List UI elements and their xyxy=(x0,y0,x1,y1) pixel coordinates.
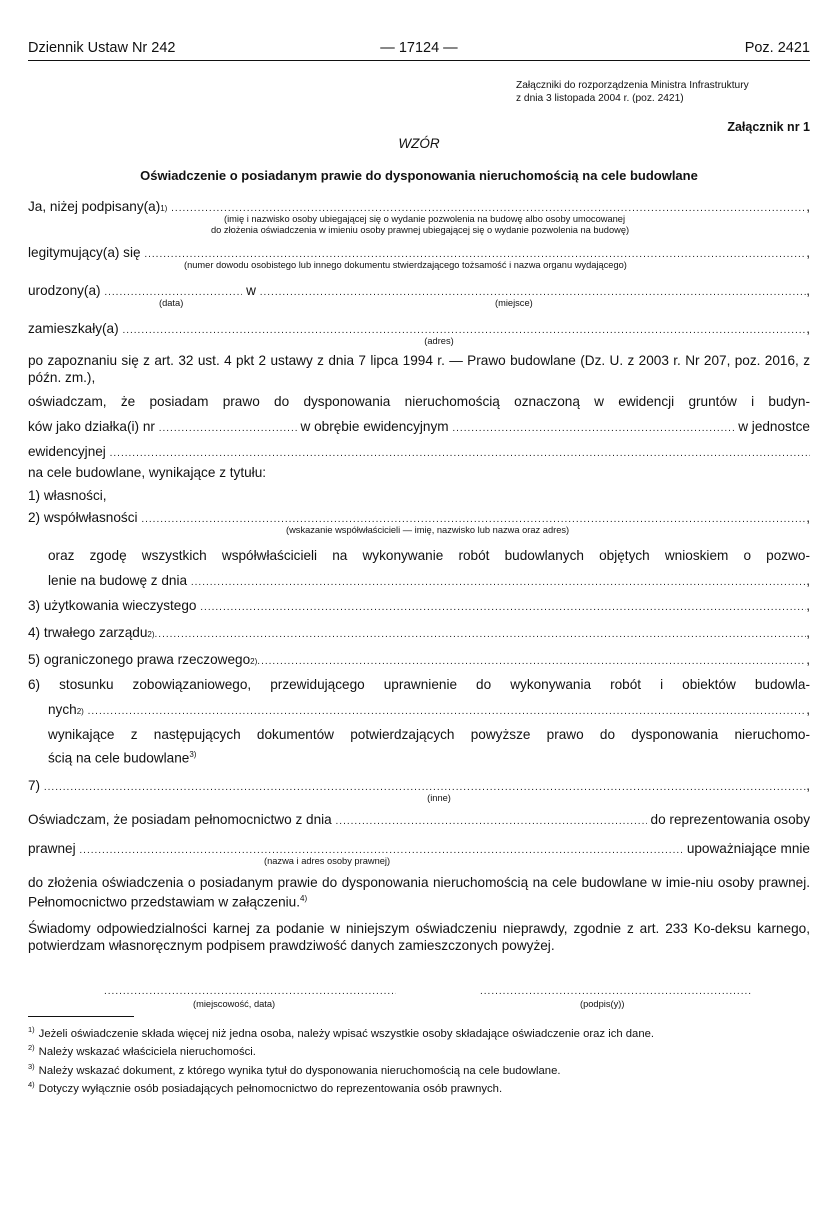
precinct-label: w obrębie ewidencyjnym xyxy=(300,419,449,434)
documents-line-2-text: ścią na cele budowlane xyxy=(48,750,190,766)
item-7-label: 7) xyxy=(28,777,41,793)
purpose-text: na cele budowlane, wynikające z tytułu: xyxy=(28,465,267,480)
footnote-ref-1: 1) xyxy=(160,204,168,213)
annex-label: Załącznik nr 1 xyxy=(727,120,810,134)
residence-row: zamieszkały(a) ..... , xyxy=(28,321,810,336)
footnote-1 xyxy=(28,1023,810,1041)
footnote-mark: 2) xyxy=(28,1043,35,1053)
id-hint: (numer dowodu osobistego lub innego dokumentu stwierdzającego tożsamość i nazwa organu wydającego) xyxy=(184,260,627,270)
signer-hint-1: (imię i nazwisko osoby ubiegającej się o wydanie pozwolenia na budowę albo osoby umocowanej xyxy=(224,214,626,224)
entity-label: prawnej xyxy=(28,840,76,856)
birth-row: urodzony(a) ..... w ..... , xyxy=(28,283,810,298)
birth-place-field[interactable] xyxy=(260,287,807,298)
permanent-management-field[interactable] xyxy=(155,629,807,640)
attachments-note-line2: z dnia 3 listopada 2004 r. (poz. 2421) xyxy=(516,93,684,104)
signer-label: Ja, niżej podpisany(a) xyxy=(28,199,161,214)
signer-row: Ja, niżej podpisany(a) 1) ..... , xyxy=(28,199,810,214)
liability-statement: Świadomy odpowiedzialności karnej za podanie w niniejszym oświadczeniu nieprawdy, zgodnie z art. 233 Ko-deksu karnego, potwierdzam własnoręcznym podpisem prawdziwość danych zamieszczonych powyżej. xyxy=(28,921,810,953)
footnote-mark: 4) xyxy=(28,1079,35,1089)
item-4-label: 4) trwałego zarządu xyxy=(28,625,148,640)
template-label: WZÓR xyxy=(398,136,440,151)
birth-in-label: w xyxy=(246,283,256,298)
plot-number-field[interactable] xyxy=(159,423,297,434)
proxy-text-body: do złożenia oświadczenia o posiadanym prawie do dysponowania nieruchomością na cele budowlane w imie-niu osoby prawnej. Pełnomocnictwo przedstawiam w załączeniu. xyxy=(28,874,810,910)
item-4-row: 4) trwałego zarządu 2) ..... , xyxy=(28,625,810,640)
residence-field[interactable] xyxy=(122,325,806,336)
item-6-continuation: nych xyxy=(48,702,77,717)
signature-hint: (podpis(y)) xyxy=(580,999,625,1010)
co-ownership-field[interactable] xyxy=(141,514,806,525)
footnote-text: Dotyczy wyłącznie osób posiadających pełnomocnictwo do reprezentowania osób prawnych. xyxy=(38,1082,503,1095)
address-hint: (adres) xyxy=(424,336,454,346)
perpetual-usufruct-field[interactable] xyxy=(200,602,806,613)
place-date-field[interactable] xyxy=(104,986,396,997)
item-5-row: 5) ograniczonego prawa rzeczowego 2) ..... , xyxy=(28,652,810,667)
footnote-text: Jeżeli oświadczenie składa więcej niż jedna osoba, należy wpisać wszystkie osoby składające oświadczenie oraz ich dane. xyxy=(38,1027,655,1040)
footnote-ref-3: 3) xyxy=(189,750,197,759)
plot-label: ków jako działka(i) nr xyxy=(28,419,155,434)
item-3-row: 3) użytkowania wieczystego ..... , xyxy=(28,598,810,613)
attachments-note-line1: Załączniki do rozporządzenia Ministra Infrastruktury xyxy=(516,80,749,91)
signature-area xyxy=(28,986,810,1020)
entity-field[interactable] xyxy=(79,845,683,856)
plot-row xyxy=(28,419,810,434)
legal-basis: po zapoznaniu się z art. 32 ust. 4 pkt 2 ustawy z dnia 7 lipca 1994 r. — Prawo budowlane (Dz. U. z 2003 r. Nr 207, poz. 2016, z późn. zm.), xyxy=(28,353,810,385)
footnote-mark: 3) xyxy=(28,1061,35,1071)
other-field[interactable] xyxy=(44,782,806,793)
proxy-label: Oświadczam, że posiadam pełnomocnictwo z dnia xyxy=(28,811,332,827)
unit-label: w jednostce xyxy=(738,419,810,434)
footnote-mark: 1) xyxy=(28,1025,35,1035)
declaration-line: oświadczam, że posiadam prawo do dysponowania nieruchomością oznaczoną w ewidencji gruntów i budyn- xyxy=(28,394,810,409)
place-hint: (miejsce) xyxy=(495,298,533,308)
signature-field[interactable] xyxy=(480,986,752,997)
proxy-text xyxy=(28,875,810,912)
item-6-row: nych 2) ..... , xyxy=(48,702,810,717)
item-7-row: 7) ..... , xyxy=(28,778,810,793)
item-6: 6) stosunku zobowiązaniowego, przewidującego uprawnienie do wykonywania robót i obiektów budowla- xyxy=(28,677,810,692)
proxy-date-field[interactable] xyxy=(336,816,647,827)
id-field[interactable] xyxy=(144,249,806,260)
position-number: Poz. 2421 xyxy=(744,40,810,56)
birth-label: urodzony(a) xyxy=(28,283,101,298)
other-hint: (inne) xyxy=(427,792,451,803)
footnote-3 xyxy=(28,1060,810,1078)
footnote-ref-4: 4) xyxy=(300,894,308,904)
signer-field[interactable] xyxy=(171,203,806,214)
documents-line-2 xyxy=(48,750,810,766)
footnote-text: Należy wskazać właściciela nieruchomości. xyxy=(38,1046,256,1059)
footnotes xyxy=(28,1023,810,1096)
footnote-text: Należy wskazać dokument, z którego wynika tytuł do dysponowania nieruchomością na cele budowlane. xyxy=(38,1064,561,1077)
signer-hint-2: do złożenia oświadczenia w imieniu osoby prawnej ubiegającej się o wydanie pozwolenia na budowę) xyxy=(211,225,630,235)
birth-hints xyxy=(28,298,810,309)
unit-field[interactable] xyxy=(110,448,810,459)
authorizing-label: upoważniające mnie xyxy=(686,840,810,856)
consent-row: lenie na budowę z dnia ..... , xyxy=(48,573,810,588)
entity-row xyxy=(28,841,810,856)
document-page xyxy=(28,38,810,1096)
footnote-ref-2b: 2) xyxy=(250,657,258,666)
precinct-field[interactable] xyxy=(452,423,734,434)
footnote-4 xyxy=(28,1078,810,1096)
id-label: legitymujący(a) się xyxy=(28,245,141,260)
obligation-field[interactable] xyxy=(88,706,807,717)
birth-date-field[interactable] xyxy=(104,287,242,298)
item-2-label: 2) współwłasności xyxy=(28,510,138,525)
attachments-note xyxy=(516,79,810,105)
page-header xyxy=(28,38,810,61)
page-number: — 17124 — xyxy=(380,40,458,56)
document-title: Oświadczenie o posiadanym prawie do dysponowania nieruchomością na cele budowlane xyxy=(140,168,698,183)
item-5-label: 5) ograniczonego prawa rzeczowego xyxy=(28,652,251,667)
id-row: legitymujący(a) się ..... , xyxy=(28,245,810,260)
footnote-ref-2a: 2) xyxy=(147,630,155,639)
journal-name: Dziennik Ustaw Nr 242 xyxy=(28,40,176,56)
item-3-label: 3) użytkowania wieczystego xyxy=(28,598,197,613)
consent-date-field[interactable] xyxy=(191,577,806,588)
item-1: 1) własności, xyxy=(28,488,107,503)
proxy-rep-label: do reprezentowania osoby xyxy=(650,811,810,827)
residence-label: zamieszkały(a) xyxy=(28,321,119,336)
consent-line: oraz zgodę wszystkich współwłaścicieli na wykonywanie robót budowlanych objętych wnioskiem o pozwo- xyxy=(48,548,810,563)
unit-label-2: ewidencyjnej xyxy=(28,444,106,459)
limited-right-field[interactable] xyxy=(257,656,806,667)
proxy-row xyxy=(28,812,810,827)
co-owners-hint: (wskazanie współwłaścicieli — imię, nazwisko lub nazwa oraz adres) xyxy=(286,525,570,535)
item-2-row: 2) współwłasności ..... , xyxy=(28,510,810,525)
unit-row xyxy=(28,444,810,459)
entity-hint: (nazwa i adres osoby prawnej) xyxy=(264,855,391,866)
place-date-hint: (miejscowość, data) xyxy=(193,999,276,1010)
documents-line: wynikające z następujących dokumentów potwierdzających powyższe prawo do dysponowania nieruchomo- xyxy=(48,727,810,742)
footnote-2 xyxy=(28,1041,810,1059)
consent-label: lenie na budowę z dnia xyxy=(48,573,188,588)
date-hint: (data) xyxy=(159,298,184,308)
footnote-ref-2c: 2) xyxy=(76,707,84,716)
